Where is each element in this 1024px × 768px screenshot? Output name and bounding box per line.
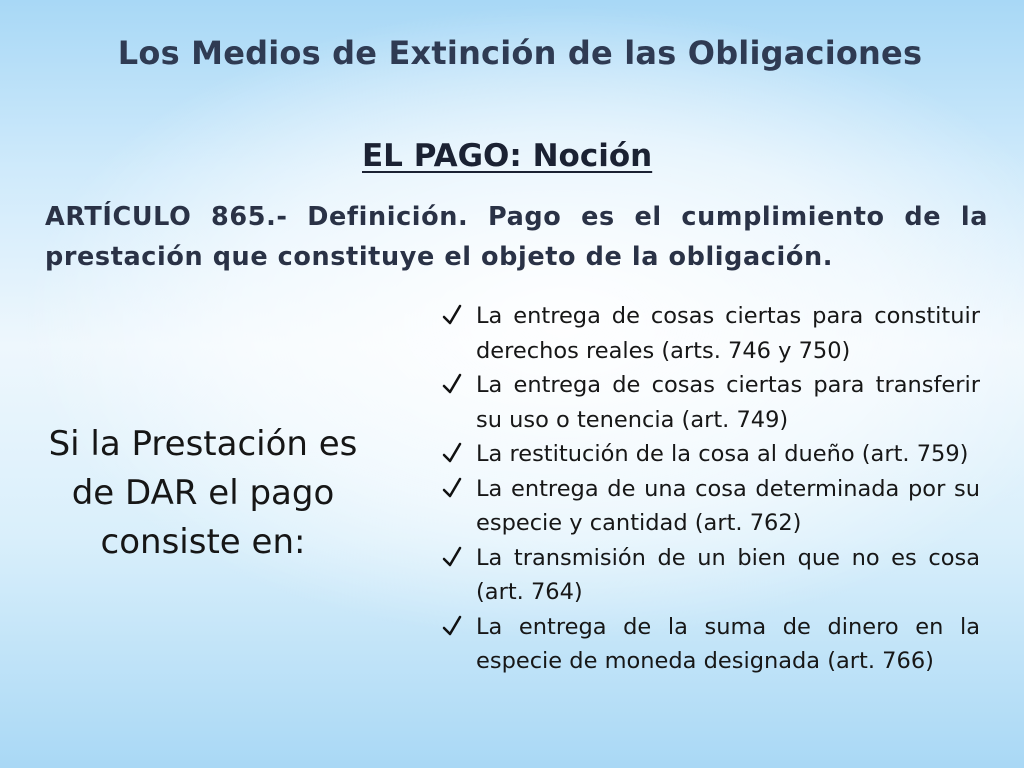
list-item [438,299,980,368]
checkmark-icon [442,473,462,503]
checkmark-icon [442,611,462,641]
slide-title: Los Medios de Extinción de las Obligaciones [117,34,923,72]
article-definition: ARTÍCULO 865.- Definición. Pago es el cumplimiento de la prestación que constituye el objeto de la obligación. [45,202,988,272]
list-item-text: La entrega de la suma de dinero en la especie de moneda designada (art. 766) [476,613,980,674]
list-item-text: La entrega de una cosa determinada por su especie y cantidad (art. 762) [476,475,980,536]
list-item [438,610,980,679]
checkmark-icon [442,300,462,330]
list-item-text: La entrega de cosas ciertas para constituir derechos reales (arts. 746 y 750) [476,303,980,364]
list-item [438,437,980,472]
list-item [438,472,980,541]
list-item [438,368,980,437]
list-item [438,541,980,610]
list-item-text: La transmisión de un bien que no es cosa (art. 764) [476,544,980,605]
payment-modes-list [438,299,980,679]
checkmark-icon [442,369,462,399]
checkmark-icon [442,542,462,572]
list-item-text: La restitución de la cosa al dueño (art. 759) [476,441,969,467]
side-summary: Si la Prestación es de DAR el pago consiste en: [48,424,358,562]
list-item-text: La entrega de cosas ciertas para transferir su uso o tenencia (art. 749) [476,372,980,433]
section-title: EL PAGO: Noción [362,138,653,174]
checkmark-icon [442,438,462,468]
